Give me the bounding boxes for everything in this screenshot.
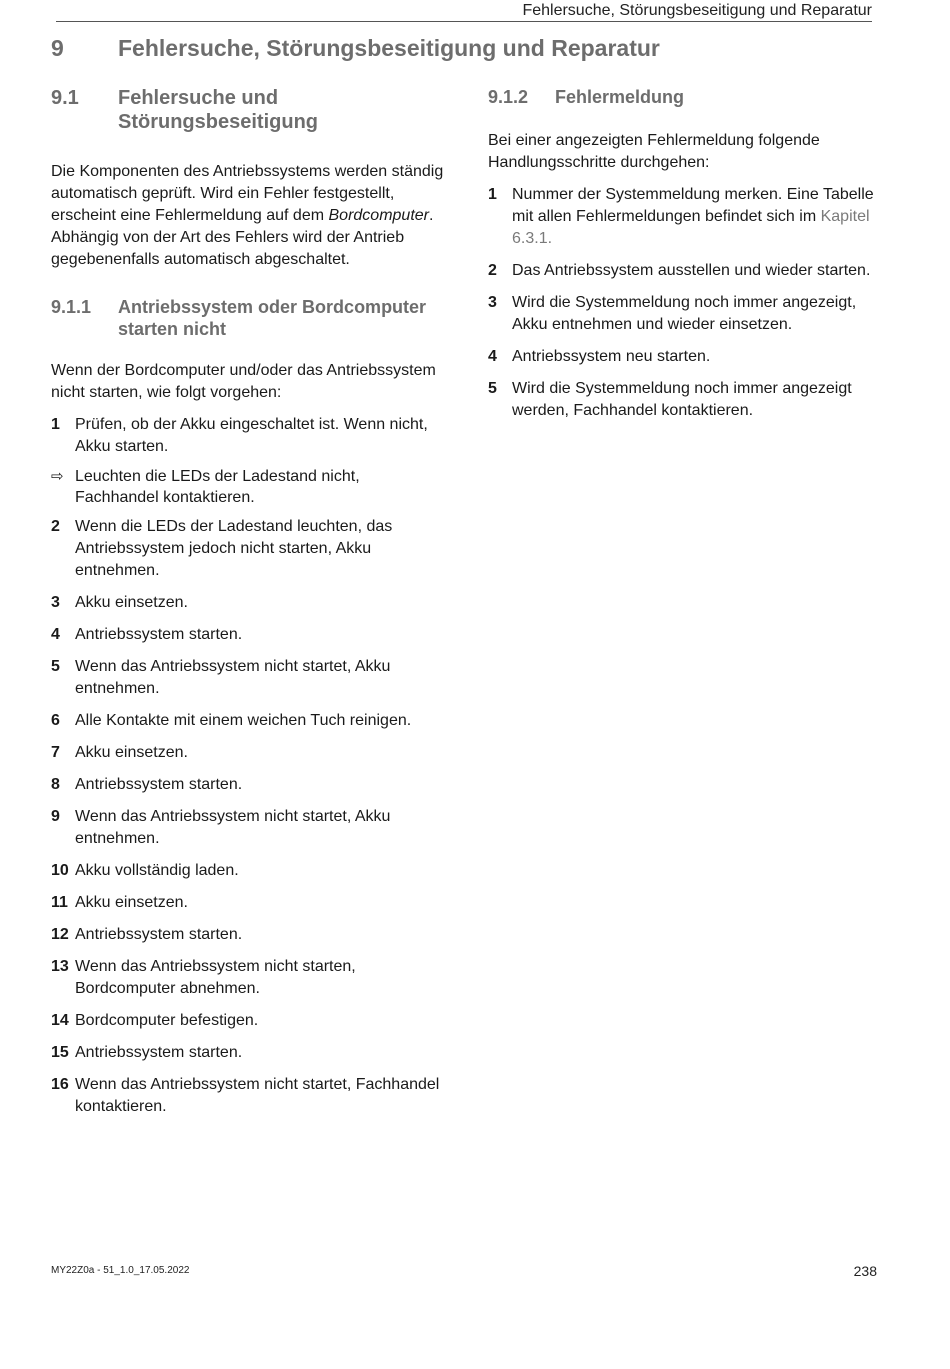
step-number: 4 [51,626,60,643]
step-number: 4 [488,348,497,365]
step-number: 1 [488,186,497,203]
step-number: 8 [51,776,60,793]
step-text: Wird die Systemmeldung noch immer angezeigt werden, Fachhandel kontaktieren. [512,380,852,419]
chapter-reference-link[interactable]: Kapitel 6.3.1. [512,208,870,247]
list-item [51,806,446,850]
subsection-lead: Wenn der Bordcomputer und/oder das Antriebssystem nicht starten, wie folgt vorgehen: [51,362,436,401]
section-9-1-heading [51,86,446,134]
chapter-heading [51,34,660,62]
step-number: 14 [51,1012,69,1029]
step-number: 16 [51,1076,69,1093]
step-number: 7 [51,744,60,761]
chapter-title: Fehlersuche, Störungsbeseitigung und Reparatur [118,35,660,61]
section-intro-paragraph [51,161,446,271]
list-item [51,710,446,732]
step-text: Akku einsetzen. [75,594,188,611]
step-number: 5 [488,380,497,397]
step-text: Akku vollständig laden. [75,862,239,879]
result-text: Leuchten die LEDs der Ladestand nicht, Fachhandel kontaktieren. [75,468,360,506]
step-text: Bordcomputer befestigen. [75,1012,259,1029]
intro-text-end: . Abhängig von der Art des Fehlers wird der Antrieb gegebenenfalls automatisch abgeschaltet. [51,207,434,268]
step-text: Wenn das Antriebssystem nicht startet, Akku entnehmen. [75,658,391,697]
step-number: 11 [51,894,68,911]
subsection-number: 9.1.1 [51,297,92,317]
intro-text-start: Die Komponenten des Antriebssystems werden ständig automatisch geprüft. Wird ein Fehler festgestellt, erscheint eine Fehlermeldung auf dem [51,163,444,224]
step-text: Antriebssystem starten. [75,926,243,943]
section-title-line-2: Störungsbeseitigung [118,111,318,133]
step-text: Wenn das Antriebssystem nicht starten, Bordcomputer abnehmen. [75,958,356,997]
section-number: 9.1 [51,87,79,109]
list-item [51,414,446,458]
list-item [51,656,446,700]
step-text: Antriebssystem starten. [75,776,243,793]
step-number: 12 [51,926,69,943]
chapter-number: 9 [51,35,64,61]
subsection-lead: Bei einer angezeigten Fehlermeldung folgende Handlungsschritte durchgehen: [488,132,820,171]
list-item [51,774,446,796]
right-column [488,86,883,432]
subsection-title: Antriebssystem oder Bordcomputer starten nicht [118,297,427,339]
subsection-number: 9.1.2 [488,87,529,107]
list-item [488,292,883,336]
list-item [51,924,446,946]
list-item [51,956,446,1000]
step-text: Das Antriebssystem ausstellen und wieder starten. [512,262,871,279]
list-item [51,592,446,614]
footer-document-id: MY22Z0a - 51_1.0_17.05.2022 [51,1265,190,1276]
list-item [488,260,883,282]
section-9-1-1-heading [51,296,446,340]
step-number: 6 [51,712,60,729]
section-title [118,86,318,134]
step-text: Prüfen, ob der Akku eingeschaltet ist. Wenn nicht, Akku starten. [75,416,428,455]
left-column [51,86,446,1128]
step-text: Antriebssystem neu starten. [512,348,711,365]
troubleshooting-steps-list [51,414,446,1118]
step-number: 3 [488,294,497,311]
step-text: Wenn das Antriebssystem nicht startet, Fachhandel kontaktieren. [75,1076,440,1115]
step-number: 13 [51,958,69,975]
step-number: 10 [51,862,69,879]
step-number: 2 [51,518,60,535]
step-text-start: Nummer der Systemmeldung merken. Eine Tabelle mit allen Fehlermeldungen befindet sich im [512,186,874,225]
result-item [51,466,446,508]
step-text: Akku einsetzen. [75,894,188,911]
running-header: Fehlersuche, Störungsbeseitigung und Reparatur [56,0,872,22]
list-item [51,1074,446,1118]
step-text [512,184,883,250]
section-9-1-2-heading [488,86,883,108]
step-number: 1 [51,416,60,433]
page-number: 238 [853,1263,877,1279]
list-item [51,860,446,882]
step-text: Wenn die LEDs der Ladestand leuchten, das Antriebssystem jedoch nicht starten, Akku entnehmen. [75,518,393,579]
list-item [488,378,883,422]
subsection-title: Fehlermeldung [555,87,685,107]
list-item [51,1042,446,1064]
step-number: 5 [51,658,60,675]
list-item [51,1010,446,1032]
error-message-steps-list [488,184,883,422]
list-item [51,516,446,582]
step-number: 3 [51,594,60,611]
step-number: 2 [488,262,497,279]
list-item [51,624,446,646]
step-text: Akku einsetzen. [75,744,188,761]
section-title-line-1: Fehlersuche und [118,87,279,109]
list-item [488,346,883,368]
step-text: Antriebssystem starten. [75,1044,243,1061]
step-text: Antriebssystem starten. [75,626,243,643]
list-item [51,892,446,914]
step-text: Alle Kontakte mit einem weichen Tuch reinigen. [75,712,412,729]
list-item [488,184,883,250]
arrow-right-icon: ⇨ [51,468,64,485]
step-number: 15 [51,1044,69,1061]
bordcomputer-term: Bordcomputer [328,207,429,224]
step-text: Wenn das Antriebssystem nicht startet, Akku entnehmen. [75,808,391,847]
step-number: 9 [51,808,60,825]
list-item [51,742,446,764]
step-text: Wird die Systemmeldung noch immer angezeigt, Akku entnehmen und wieder einsetzen. [512,294,857,333]
